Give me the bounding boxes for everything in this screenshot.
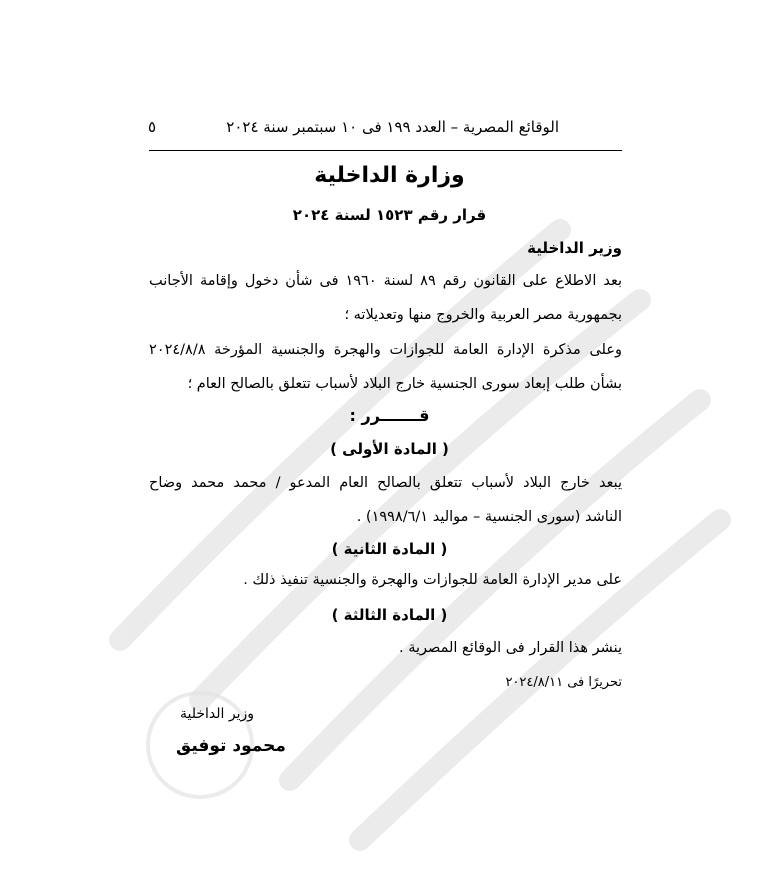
article-1-title: ( المادة الأولى ) xyxy=(330,440,449,458)
article-3-title: ( المادة الثالثة ) xyxy=(331,606,448,624)
article-3-line: ينشر هذا القرار فى الوقائع المصرية . xyxy=(399,640,622,656)
ministry-title: وزارة الداخلية xyxy=(314,163,465,188)
signature-name: محمود توفيق xyxy=(176,736,286,756)
header-rule xyxy=(149,150,622,151)
preamble-line: وعلى مذكرة الإدارة العامة للجوازات والهجرة والجنسية المؤرخة ٢٠٢٤/٨/٨ xyxy=(149,342,622,358)
preamble-line: بعد الاطلاع على القانون رقم ٨٩ لسنة ١٩٦٠ فى شأن دخول وإقامة الأجانب xyxy=(149,273,622,289)
issuer-heading: وزير الداخلية xyxy=(527,239,622,257)
article-1-line: يبعد خارج البلاد لأسباب تتعلق بالصالح العام المدعو / محمد محمد وضاح xyxy=(149,475,622,491)
article-2-title: ( المادة الثانية ) xyxy=(331,540,448,558)
decree-title: قرار رقم ١٥٢٣ لسنة ٢٠٢٤ xyxy=(292,206,487,224)
preamble-line: بجمهورية مصر العربية والخروج منها وتعديلاته ؛ xyxy=(344,307,622,323)
preamble-line: بشأن طلب إبعاد سورى الجنسية خارج البلاد لأسباب تتعلق بالصالح العام ؛ xyxy=(187,376,622,392)
article-1-line: الناشد (سورى الجنسية – مواليد ١٩٩٨/٦/١) . xyxy=(356,509,622,525)
issue-date: تحريرًا فى ٢٠٢٤/٨/١١ xyxy=(505,675,622,690)
article-2-line: على مدير الإدارة العامة للجوازات والهجرة والجنسية تنفيذ ذلك . xyxy=(243,572,622,588)
gazette-header: الوقائع المصرية – العدد ١٩٩ فى ١٠ سبتمبر سنة ٢٠٢٤ xyxy=(226,118,559,136)
signature-title: وزير الداخلية xyxy=(180,706,255,722)
decides-label: قـــــــرر : xyxy=(349,406,430,425)
page-number: ٥ xyxy=(148,118,157,136)
